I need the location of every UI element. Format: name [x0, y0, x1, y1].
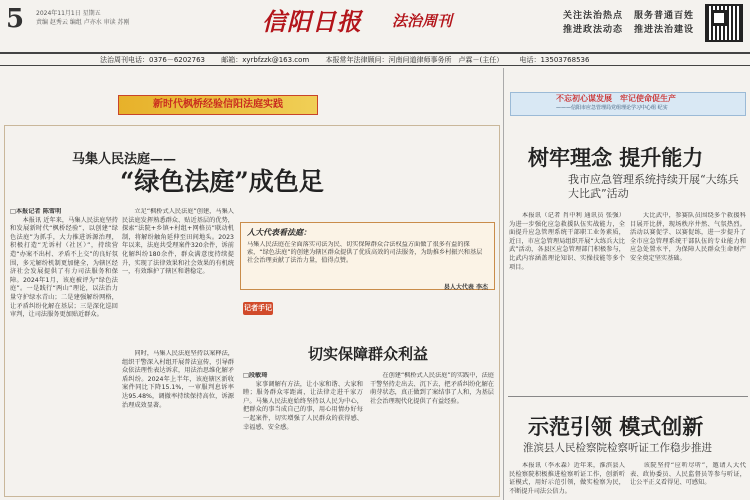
right-bottom-headline: 示范引领 模式创新: [528, 414, 704, 439]
right-top-headline: 树牢理念 提升能力: [528, 145, 704, 170]
right-top-subheadline: 我市应急管理系统持续开展“大练兵大比武”活动: [568, 173, 739, 200]
article-kicker: 马集人民法庭——: [72, 152, 177, 167]
quote-box: [240, 222, 495, 290]
slogan-4: 推进法治建设: [634, 25, 695, 35]
article-col1-text: 本报讯 近年来，马集人民法庭坚持和发展新时代“枫桥经验”，以创建“绿色法庭”为抓手，大力推进诉源治理，积极打造“无诉村（社区）”，持续营造“办案不出村、矛盾不上交”的良好氛围，多元解纷机制更加健全，为辖区经济社会发展提供了有力司法服务和保障。2024年1月，该庭被评为“绿色法庭”。一是践行“两山”理论，以法治力量守护绿水青山；二是建强解纷网格，让矛盾纠纷化解在基层；三是深化巡回审判，让司法服务更加贴近群众。: [10, 216, 118, 319]
banner-right-title: 不忘初心谋发展 牢记使命促生产: [556, 94, 676, 103]
article-column-1: [10, 208, 118, 496]
memo-byline: □段敏琦: [243, 372, 268, 379]
right-top-column-1: [509, 212, 625, 392]
editors-line: 责编 赵秀云 编组 卢亦水 审读 苏刚: [36, 19, 130, 26]
issue-date: 2024年11月1日 星期五: [36, 10, 101, 17]
page-number: 5: [6, 4, 25, 34]
column-divider: [503, 68, 504, 500]
slogan-2: 推进政法动态: [563, 25, 624, 35]
right-bottom-subheadline: 淮滨县人民检察院检察听证工作稳步推进: [523, 442, 712, 454]
section-title: 法治周刊: [392, 12, 453, 30]
qr-code-icon: [705, 4, 743, 42]
right-top-col2-text: 大比武中，参赛队员围绕多个救援科目展开比拼，现场秩序井然、气氛热烈。活动以赛促学、以赛促练，进一步提升了全市应急管理系统干部队伍的专业能力和应急处置水平，为保障人民群众生命财产安全奠定坚实基础。: [630, 212, 746, 262]
quote-signature: 县人大代表 李杰: [443, 284, 488, 291]
article-headline: “绿色法庭”成色足: [120, 167, 324, 196]
memo-headline: 切实保障群众利益: [308, 345, 429, 363]
right-section-rule: [508, 396, 748, 397]
right-bottom-column-1: [509, 462, 625, 498]
slogan-1: 关注法治热点: [563, 11, 624, 21]
right-top-column-2: [630, 212, 746, 392]
right-bottom-col2-text: 该院坚持“应听尽听”，邀请人大代表、政协委员、人民监督员等参与听证，让公平正义看得见、可感知。: [630, 462, 746, 487]
legal-counsel: 本报常年法律顾问：河南问道律师事务所 卢霖－(主任）: [325, 56, 504, 64]
section-banner-left: 新时代枫桥经验信阳法庭实践: [118, 95, 318, 115]
article-col2-text: 立足“枫桥式人民法庭”创建，马集人民法庭发挥熟悉群众、贴近基层的优势，探索“法院+乡镇+村组+网格员”联动机制，将解纷触角延伸至田间地头。2023年以来，法庭共受理案件320余件，诉前化解纠纷180余件，群众满意度持续提升，实现了法律效果和社会效果的有机统一，有效维护了辖区和谐稳定。: [122, 208, 234, 276]
article-column-3: [122, 350, 234, 496]
contact-phone: 法治周刊电话：0376－6202763: [100, 56, 205, 64]
memo-column-2: [370, 372, 494, 496]
right-bottom-column-2: [630, 462, 746, 498]
contact-email: 邮箱：xyrbfzzk@163.com: [221, 56, 310, 64]
right-top-col1-text: 本报讯（记者 肖中利 通讯员 张强）为进一步强化应急救援队伍实战能力，全面提升应急管理系统干部职工业务素质，近日，市应急管理局组织开展“大练兵大比武”活动，各县区应急管理部门积极参与，比武内容涵盖理论知识、实操技能等多个项目。: [509, 212, 625, 271]
masthead-logo: 信阳日报: [262, 7, 362, 36]
memo-col2-text: 在创建“枫桥式人民法庭”的实践中，法庭干警坚持走出去、沉下去，把矛盾纠纷化解在萌芽状态，真正做到了案结事了人和，为基层社会治理现代化提供了有益经验。: [370, 372, 494, 405]
banner-right-subtitle: ———信阳市应急管理局党组理论学习中心组 纪实: [556, 105, 668, 111]
quote-text: 马集人民法庭在全面落实司法为民、切实保障群众合法权益方面做了很多有益的探索，“绿色法庭”的创建为辖区群众提供了优质高效的司法服务，为助推乡村振兴和基层社会治理贡献了法治力量，值得点赞。: [247, 241, 483, 265]
slogan-3: 服务普通百姓: [634, 11, 695, 21]
article-byline: □本报记者 陈雪明: [10, 208, 62, 215]
memo-col1-text: 家事调解有方法，让小家和谐、大家和睦；服务群众零距离，让法律走进千家万户。马集人民法庭始终坚持以人民为中心，把群众的事当成自己的事，用心用情办好每一起案件，切实增强了人民群众的获得感、幸福感、安全感。: [243, 380, 363, 431]
contact-bar: [0, 52, 750, 66]
memo-column-1: [243, 372, 363, 496]
quote-title: 人大代表看法庭：: [247, 228, 311, 237]
article-col3-text: 同时，马集人民法庭坚持以案释法，组织干警深入村组开展普法宣传，引导群众依法理性表达诉求，用法治思维化解矛盾纠纷。2024年上半年，该庭辖区新收案件同比下降15.1%，一审服判息诉率达95.48%，调撤率持续保持高位，诉源治理成效显著。: [122, 350, 234, 409]
memo-badge: 记者手记: [243, 302, 273, 315]
right-bottom-col1-text: 本报讯（李永森）近年来，淮滨县人民检察院积极推进检察听证工作，创新听证模式，用好示范引领，做实检察为民，不断提升司法公信力。: [509, 462, 625, 495]
contact-tel: 电话：13503768536: [519, 56, 590, 64]
